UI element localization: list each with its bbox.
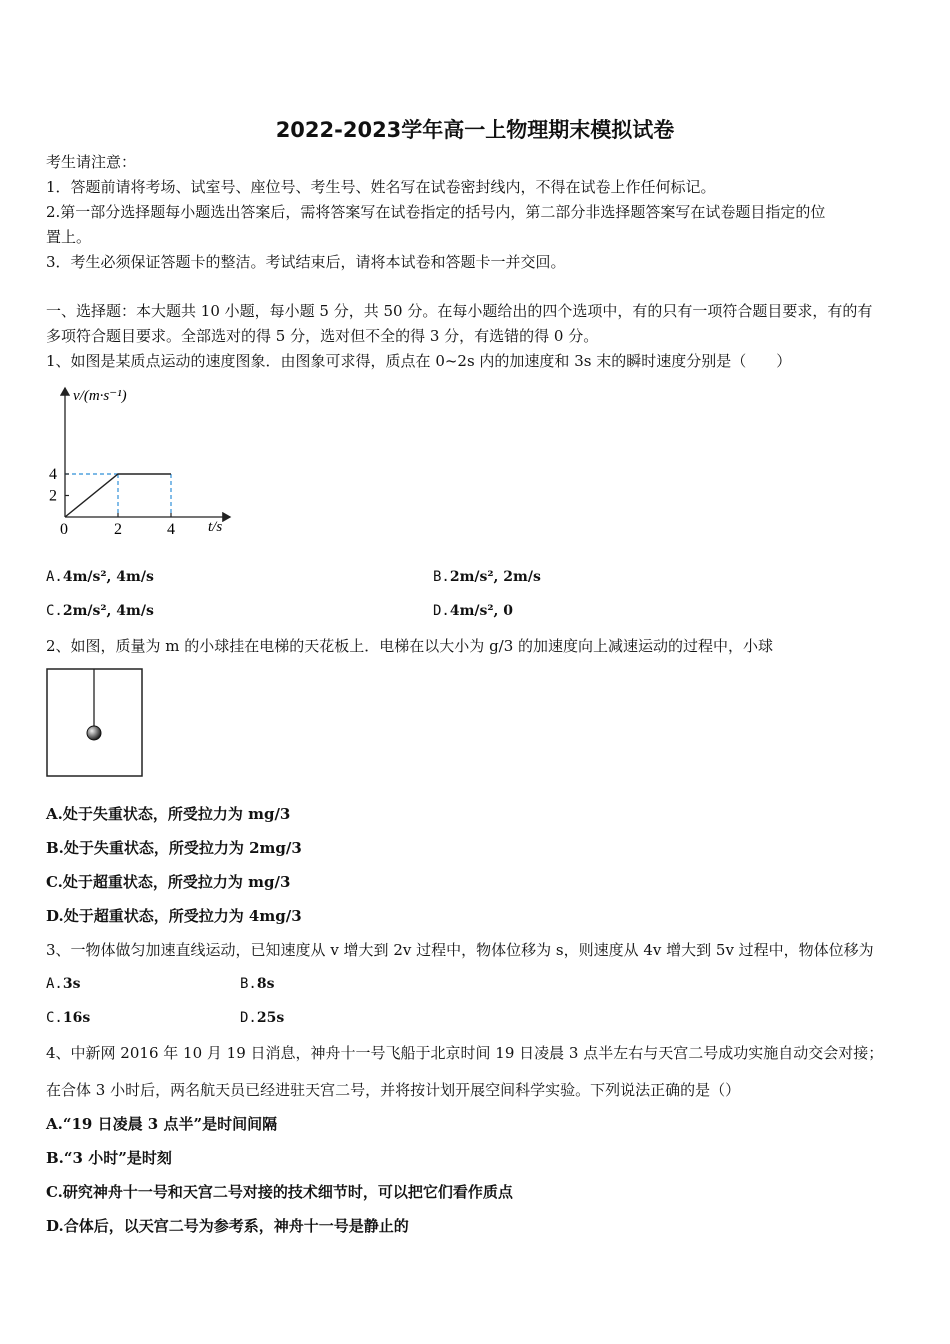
q1-option-b[interactable]: B.2m/s², 2m/s [433, 569, 541, 585]
question-3-stem: 3、一物体做匀加速直线运动，已知速度从 v 增大到 2v 过程中，物体位移为 s，则速度从 4v 增大到 5v 过程中，物体位移为 [46, 941, 874, 959]
notice-heading: 考生请注意： [46, 153, 137, 171]
notice-item-1: 1．答题前请将考场、试室号、座位号、考生号、姓名写在试卷密封线内，不得在试卷上作任何标记。 [46, 178, 716, 196]
q3-option-c[interactable]: C.16s [46, 1010, 91, 1026]
q2-option-c[interactable]: C.处于超重状态，所受拉力为 mg/3 [46, 873, 291, 891]
x-tick-label-0: 0 [60, 521, 68, 538]
y-axis-label: v/(m·s⁻¹) [73, 388, 127, 404]
q1-option-c[interactable]: C.2m/s², 4m/s [46, 603, 154, 619]
question-2-stem: 2、如图，质量为 m 的小球挂在电梯的天花板上．电梯在以大小为 g/3 的加速度向上减速运动的过程中，小球 [46, 637, 774, 655]
x-tick-label-2: 2 [114, 521, 122, 538]
q2-option-b[interactable]: B.处于失重状态，所受拉力为 2mg/3 [46, 839, 302, 857]
question-1-stem: 1、如图是某质点运动的速度图象．由图象可求得，质点在 0~2s 内的加速度和 3s 末的瞬时速度分别是（ ） [46, 352, 792, 370]
q2-option-d[interactable]: D.处于超重状态，所受拉力为 4mg/3 [46, 907, 302, 925]
q3-option-d[interactable]: D.25s [240, 1010, 285, 1026]
y-tick-label-4: 4 [49, 466, 57, 483]
question-4-stem-line-1: 4、中新网 2016 年 10 月 19 日消息，神舟十一号飞船于北京时间 19 日凌晨 3 点半左右与天宫二号成功实施自动交会对接； [46, 1044, 884, 1062]
q2-option-a[interactable]: A.处于失重状态，所受拉力为 mg/3 [46, 805, 291, 823]
x-axis-label: t/s [208, 519, 223, 535]
ball [87, 726, 101, 740]
notice-item-2: 2.第一部分选择题每小题选出答案后，需将答案写在试卷指定的括号内，第二部分非选择题答案写在试卷题目指定的位 [46, 203, 826, 221]
q3-option-a[interactable]: A.3s [46, 976, 81, 992]
notice-item-3: 3．考生必须保证答题卡的整洁。考试结束后，请将本试卷和答题卡一并交回。 [46, 253, 566, 271]
q1-option-a[interactable]: A.4m/s², 4m/s [46, 569, 154, 585]
q4-option-c[interactable]: C.研究神舟十一号和天宫二号对接的技术细节时，可以把它们看作质点 [46, 1183, 513, 1201]
q4-option-d[interactable]: D.合体后，以天宫二号为参考系，神舟十一号是静止的 [46, 1217, 409, 1235]
elevator-diagram [46, 668, 146, 780]
x-tick-label-4: 4 [167, 521, 175, 538]
section-intro-line-1: 一、选择题：本大题共 10 小题，每小题 5 分，共 50 分。在每小题给出的四个选项中，有的只有一项符合题目要求，有的有 [46, 302, 873, 320]
q4-option-a[interactable]: A.“19 日凌晨 3 点半”是时间间隔 [46, 1115, 278, 1133]
q4-option-b[interactable]: B.“3 小时”是时刻 [46, 1149, 172, 1167]
section-intro-line-2: 多项符合题目要求。全部选对的得 5 分，选对但不全的得 3 分，有选错的得 0 分。 [46, 327, 599, 345]
page-title: 2022-2023学年高一上物理期末模拟试卷 [275, 118, 675, 142]
velocity-time-chart [40, 380, 240, 550]
y-tick-label-2: 2 [49, 487, 57, 505]
q3-option-b[interactable]: B.8s [240, 976, 275, 992]
notice-item-2-cont: 置上。 [46, 228, 92, 246]
question-4-stem-line-2: 在合体 3 小时后，两名航天员已经进驻天宫二号，并将按计划开展空间科学实验。下列说法正确的是（） [46, 1081, 741, 1099]
q1-option-d[interactable]: D.4m/s², 0 [433, 603, 514, 619]
